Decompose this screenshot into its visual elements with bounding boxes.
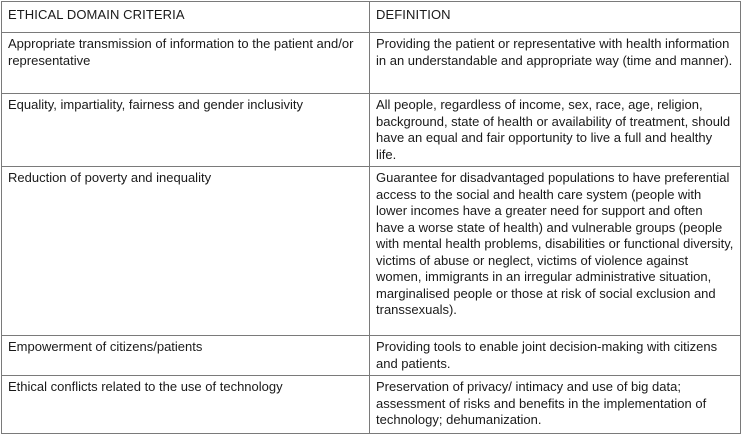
table-row [2,336,741,376]
table-row [2,376,741,434]
definition-cell: Guarantee for disadvantaged populations to have preferential access to the social and health care system (people with lower incomes have a greater need for support and often have a worse state of health) and vulnerable groups (people with mental health problems, disabilities or functional diversity, victims of abuse or neglect, victims of violence against women, immigrants in an irregular administrative situation, marginalised people or those at risk of social exclusion and transsexuals). [370,167,741,336]
definition-cell: Preservation of privacy/ intimacy and use of big data; assessment of risks and benefits in the implementation of technology; dehumanization. [370,376,741,434]
criteria-cell: Empowerment of citizens/patients [2,336,370,376]
criteria-cell: Equality, impartiality, fairness and gender inclusivity [2,94,370,167]
table-row [2,33,741,94]
header-definition: DEFINITION [370,2,741,33]
table-row [2,167,741,336]
criteria-cell: Appropriate transmission of information to the patient and/or representative [2,33,370,94]
definition-cell: Providing the patient or representative with health information in an understandable and appropriate way (time and manner). [370,33,741,94]
table-row [2,94,741,167]
table-header [2,2,741,33]
definition-cell: Providing tools to enable joint decision-making with citizens and patients. [370,336,741,376]
definition-cell: All people, regardless of income, sex, race, age, religion, background, state of health or availability of treatment, should have an equal and fair opportunity to live a full and healthy life. [370,94,741,167]
header-row [2,2,741,33]
ethical-domain-table [1,1,741,434]
table-body [2,33,741,434]
criteria-cell: Reduction of poverty and inequality [2,167,370,336]
criteria-cell: Ethical conflicts related to the use of technology [2,376,370,434]
header-criteria: ETHICAL DOMAIN CRITERIA [2,2,370,33]
